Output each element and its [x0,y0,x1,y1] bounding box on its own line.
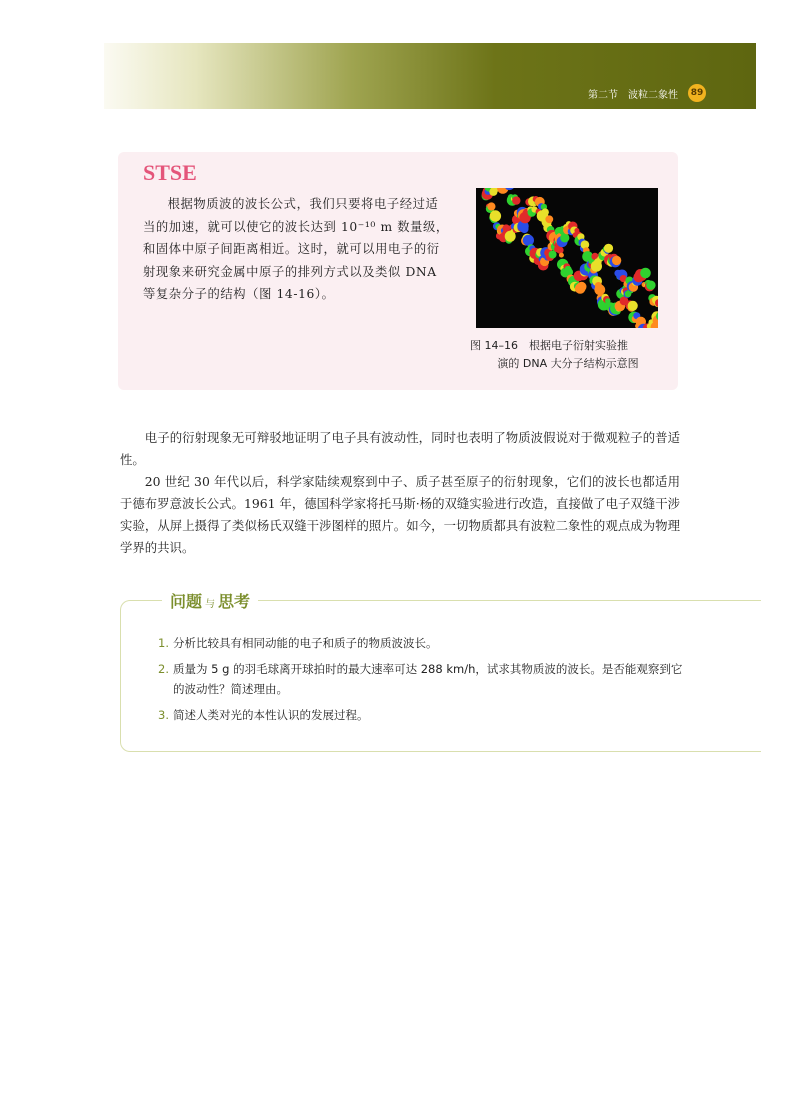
questions-title-a: 问题 [170,592,203,611]
running-header [588,84,706,102]
page-number: 89 [688,84,706,102]
dna-atom [512,196,520,204]
dna-atom [604,244,613,253]
questions-title-join: 与 [205,599,216,610]
dna-atom [487,202,495,210]
questions-title [162,589,258,612]
dna-atom [549,251,557,259]
question-item [158,633,688,653]
dna-atom [640,268,651,279]
dna-atom [520,225,528,233]
question-text: 简述人类对光的本性认识的发展过程。 [173,708,369,722]
dna-atom [612,256,621,265]
dna-atom [490,210,501,221]
dna-atom [542,208,549,215]
dna-structure-image [476,188,658,328]
dna-atom [594,284,605,295]
body-paragraph-1: 电子的衍射现象无可辩驳地证明了电子具有波动性，同时也表明了物质波假说对于微观粒子的普适性。 [120,430,680,467]
question-text: 分析比较具有相同动能的电子和质子的物质波波长。 [173,636,438,650]
body-paragraph-2: 20 世纪 30 年代以后，科学家陆续观察到中子、质子甚至原子的衍射现象，它们的波长也都适用于德布罗意波长公式。1961 年，德国科学家将托马斯·杨的双缝实验进行改造，直接做了电子双缝干涉实验，从屏上摄得了类似杨氏双缝干涉图样的照片。如今，一切物质都具有波粒二象性的观点成为物理学界的共识。 [120,474,680,555]
questions-title-b: 思考 [218,592,251,611]
dna-atom [577,282,587,292]
question-number: 2. [158,662,169,676]
header-title: 波粒二象性 [628,89,678,101]
question-item [158,659,688,699]
figure-caption-line2: 演的 DNA 大分子结构示意图 [497,357,639,370]
dna-atom [523,235,534,246]
dna-helix-illustration [476,188,658,328]
dna-atom [646,281,655,290]
question-number: 3. [158,708,169,722]
question-item [158,705,688,725]
stse-paragraph: 根据物质波的波长公式，我们只要将电子经过适当的加速，就可以使它的波长达到 10⁻¹⁰ m 数量级，和固体中原子间距离相近。这时，就可以用电子的衍射现象来研究金属中原子的排列方式以及类似 DNA 等复杂分子的结构（图 14-16）。 [143,197,449,301]
question-text: 质量为 5 g 的羽毛球离开球拍时的最大速率可达 288 km/h，试求其物质波的波长。是否能观察到它的波动性？简述理由。 [173,662,683,696]
header-section: 第二节 [588,89,618,101]
dna-atom [566,269,573,276]
figure-caption-line1: 图 14–16 根据电子衍射实验推 [470,339,628,352]
figure-caption [470,337,666,373]
questions-list [158,633,688,731]
dna-atom [545,215,553,223]
dna-atom [560,233,569,242]
dna-atom [559,253,564,258]
question-number: 1. [158,636,169,650]
stse-title: STSE [143,160,197,185]
dna-atom [556,247,563,254]
dna-atom [628,301,638,311]
